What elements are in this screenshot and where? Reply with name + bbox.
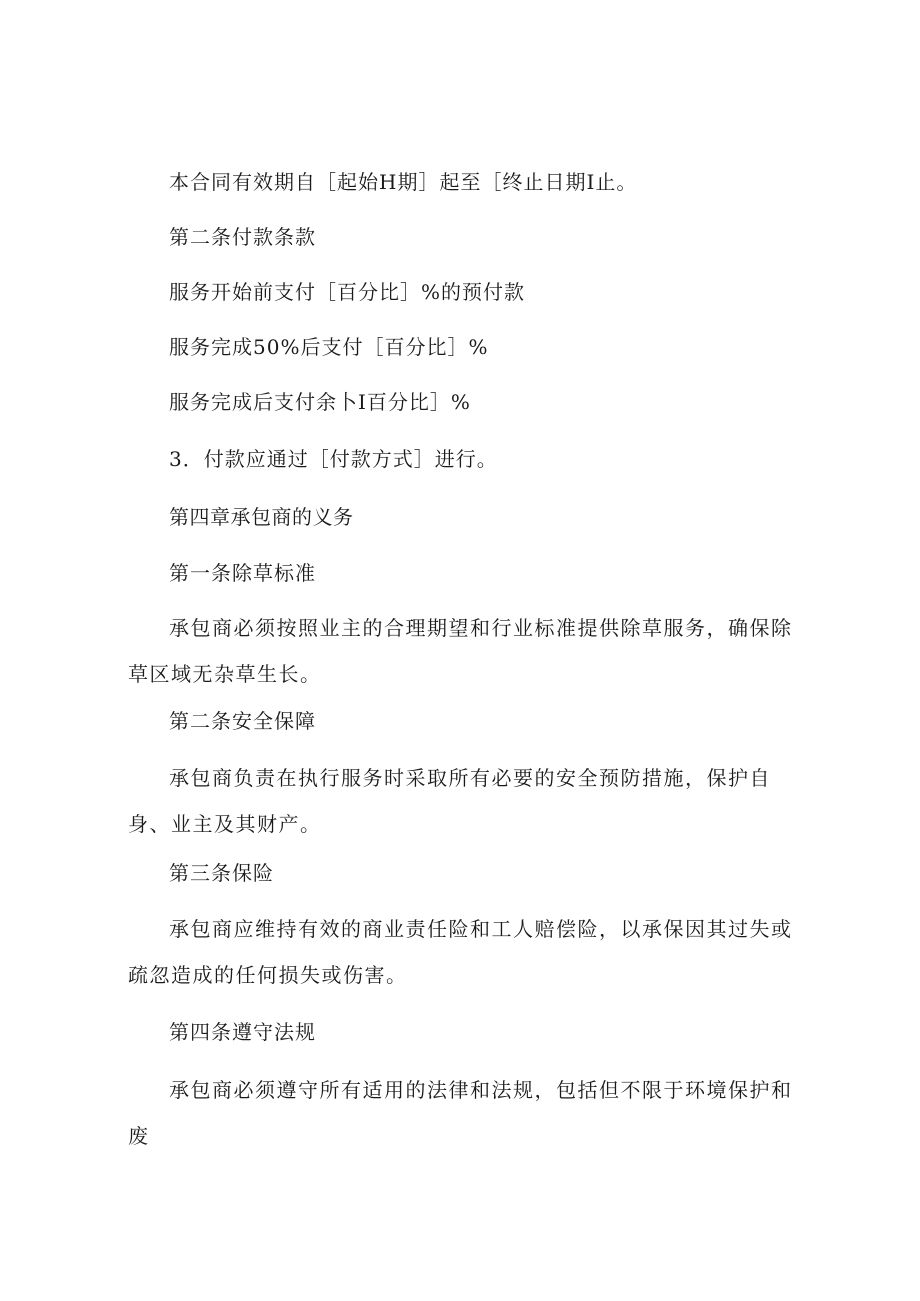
payment-item-midway: 服务完成50%后支付［百分比］% — [169, 335, 489, 359]
section-body-text: 承包商必须遵守所有适用的法律和法规，包括但不限于环境保护和废 — [128, 1078, 793, 1148]
section-title: 第四条遵守法规 — [169, 1020, 316, 1044]
section-body — [128, 1067, 798, 1159]
section-body-text: 承包商必须按照业主的合理期望和行业标准提供除草服务，确保除草区域无杂草生长。 — [128, 616, 793, 686]
section-body-text: 承包商负责在执行服务时采取所有必要的安全预防措施，保护自身、业主及其财产。 — [128, 766, 771, 836]
section-title: 第三条保险 — [169, 861, 274, 885]
payment-item-advance: 服务开始前支付［百分比］%的预付款 — [169, 280, 526, 304]
payment-item-final: 服务完成后支付余卜I百分比］% — [169, 390, 471, 414]
section-body-text: 承包商应维持有效的商业责任险和工人赔偿险，以承保因其过失或疏忽造成的任何损失或伤害。 — [128, 917, 793, 987]
contract-term-line: 本合同有效期自［起始H期］起至［终止日期I止。 — [169, 170, 638, 194]
section-body — [128, 755, 798, 847]
payment-method-line: 3．付款应通过［付款方式］进行。 — [169, 447, 498, 471]
chapter-title: 第四章承包商的义务 — [169, 505, 354, 529]
section-title: 第一条除草标准 — [169, 561, 316, 585]
section-body — [128, 906, 798, 998]
section-title: 第二条安全保障 — [169, 709, 316, 733]
article-title-payment: 第二条付款条款 — [169, 225, 316, 249]
section-body — [128, 605, 798, 697]
